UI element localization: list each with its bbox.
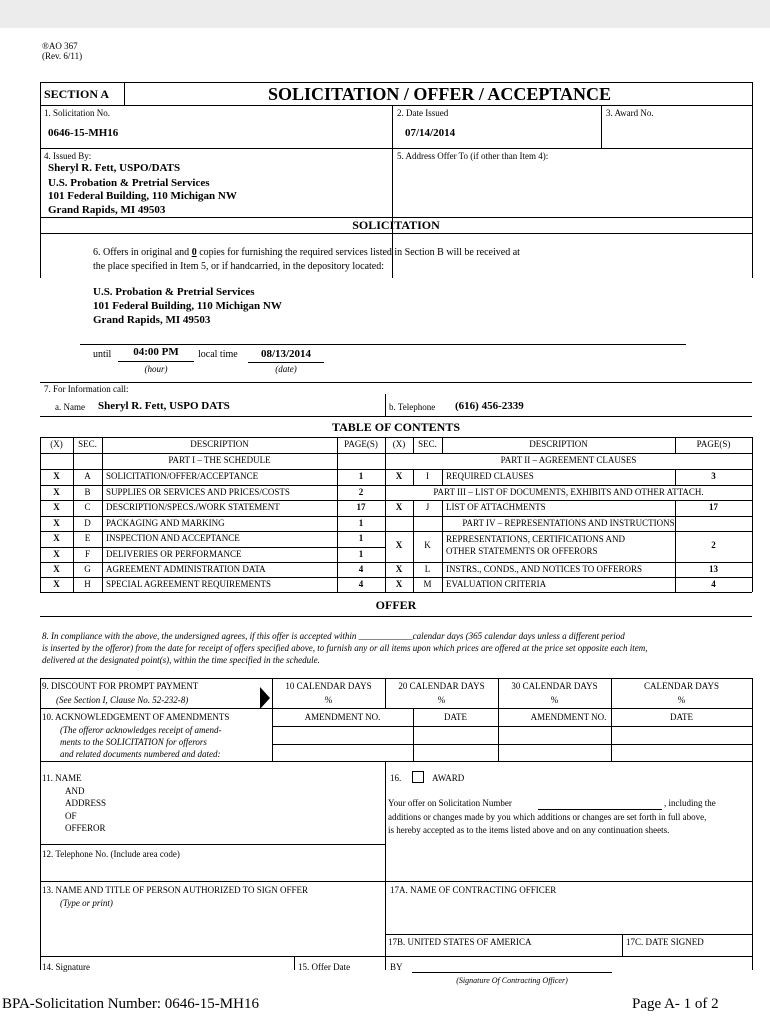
name-label-2: AND — [65, 786, 85, 796]
toc-row-f-desc: DELIVERIES OR PERFORMANCE — [106, 549, 242, 559]
toc-row-j-pages: 17 — [709, 502, 718, 512]
toc-row-d-x: X — [53, 518, 60, 528]
award-text-1a: Your offer on Solicitation Number — [388, 798, 512, 808]
discount-sub: (See Section I, Clause No. 52-232-8) — [56, 695, 189, 705]
toc-row-a-x: X — [53, 471, 60, 481]
date-issued-value: 07/14/2014 — [405, 127, 456, 139]
toc-row-b-pages: 2 — [358, 487, 364, 497]
toc-row-e-pages: 1 — [358, 533, 364, 543]
info-name-value: Sheryl R. Fett, USPO DATS — [98, 400, 230, 412]
page-footer — [0, 994, 770, 1024]
ack-sub-2: ments to the SOLICITATION for offerors — [60, 737, 207, 747]
contracting-officer-label: 17A. NAME OF CONTRACTING OFFICER — [390, 885, 557, 895]
phone-label: 12. Telephone No. (Include area code) — [42, 849, 180, 859]
toc-part2: PART II – AGREEMENT CLAUSES — [500, 455, 637, 465]
item6-line2: the place specified in Item 5, or if handcarried, in the depository located: — [93, 261, 385, 272]
toc-row-h-sec: H — [84, 579, 91, 589]
toc-row-g-sec: G — [84, 564, 91, 574]
discount-30-pct[interactable]: % — [550, 695, 559, 705]
toc-row-j-sec: J — [425, 502, 430, 512]
toc-row-a-pages: 1 — [358, 471, 364, 481]
toc-row-d-desc: PACKAGING AND MARKING — [106, 518, 225, 528]
deadline-date: 08/13/2014 — [260, 348, 312, 360]
toc-row-i-sec: I — [426, 471, 429, 481]
info-tel-label: b. Telephone — [389, 402, 436, 412]
form-revision: (Rev. 6/11) — [42, 51, 83, 61]
toc-row-d-sec: D — [84, 518, 91, 528]
toc-row-j-x: X — [395, 502, 403, 512]
item6-line1: 6. Offers in original and 0 copies for furnishing the required services listed in Section B will be received at — [93, 247, 520, 258]
toc-row-i-pages: 3 — [711, 471, 716, 481]
person-sub: (Type or print) — [60, 898, 113, 908]
form-title: SOLICITATION / OFFER / ACCEPTANCE — [268, 84, 612, 104]
toc-row-d-pages: 1 — [358, 518, 364, 528]
date-caption: (date) — [275, 364, 297, 374]
toc-col-x-right: (X) — [392, 439, 406, 449]
depository-line-1: U.S. Probation & Pretrial Services — [93, 286, 255, 298]
toc-col-pages: PAGE(S) — [344, 439, 378, 449]
until-label: until — [93, 349, 112, 360]
toc-row-l-desc: INSTRS., CONDS., AND NOTICES TO OFFERORS — [446, 564, 642, 574]
toc-row-f-sec: F — [84, 549, 90, 559]
toc-row-c-pages: 17 — [356, 502, 366, 512]
discount-20-pct[interactable]: % — [437, 695, 446, 705]
discount-other-days: CALENDAR DAYS — [644, 681, 719, 691]
discount-20-days: 20 CALENDAR DAYS — [398, 681, 485, 691]
signature-label: 14. Signature — [42, 962, 90, 972]
toc-row-c-desc: DESCRIPTION/SPECS./WORK STATEMENT — [106, 502, 280, 512]
offer-date-label: 15. Offer Date — [298, 962, 351, 972]
footer-page-number: Page A- 1 of 2 — [632, 996, 719, 1012]
discount-label: 9. DISCOUNT FOR PROMPT PAYMENT — [42, 681, 199, 691]
toc-row-m-desc: EVALUATION CRITERIA — [446, 579, 547, 589]
toc-row-k-pages: 2 — [711, 540, 716, 550]
ack-label: 10. ACKNOWLEDGEMENT OF AMENDMENTS — [42, 712, 230, 722]
local-time-label: local time — [198, 349, 238, 360]
amendment-no-header-2: AMENDMENT NO. — [530, 712, 607, 722]
solicitation-heading: SOLICITATION — [352, 218, 440, 232]
signature-caption: (Signature Of Contracting Officer) — [456, 976, 568, 985]
toc-row-h-pages: 4 — [358, 579, 364, 589]
toc-row-b-sec: B — [84, 487, 91, 497]
info-name-label: a. Name — [55, 402, 85, 412]
toc-row-e-desc: INSPECTION AND ACCEPTANCE — [106, 533, 240, 543]
toc-row-b-desc: SUPPLIES OR SERVICES AND PRICES/COSTS — [106, 487, 290, 497]
discount-10-pct[interactable]: % — [324, 695, 333, 705]
toc-row-m-pages: 4 — [711, 579, 716, 589]
toc-col-desc-right: DESCRIPTION — [529, 439, 588, 449]
toc-row-m-x: X — [395, 579, 403, 589]
award-text-2: additions or changes made by you which additions or changes are set forth in full above, — [388, 812, 707, 822]
info-call-label: 7. For Information call: — [44, 384, 129, 394]
solicitation-no-label: 1. Solicitation No. — [44, 108, 110, 118]
toc-row-g-pages: 4 — [358, 564, 364, 574]
issued-by-line-1: Sheryl R. Fett, USPO/DATS — [48, 162, 181, 174]
discount-30-days: 30 CALENDAR DAYS — [511, 681, 598, 691]
issued-by-label: 4. Issued By: — [44, 151, 92, 161]
footer-solicitation-number: BPA-Solicitation Number: 0646-15-MH16 — [2, 996, 259, 1012]
toc-row-c-x: X — [53, 502, 60, 512]
info-tel-value: (616) 456-2339 — [455, 400, 524, 412]
item8-line3: delivered at the designated point(s), within the time specified in the schedule. — [42, 655, 320, 665]
toc-row-j-desc: LIST OF ATTACHMENTS — [446, 502, 546, 512]
form-code: ®AO 367 — [42, 41, 78, 51]
item8-line2: is inserted by the offeror) from the date for receipt of offers specified above, to furnish any or all items upon which prices are offered at the price set opposite each item, — [42, 643, 648, 653]
amendment-date-header: DATE — [444, 712, 467, 722]
award-label: AWARD — [432, 773, 465, 783]
toc-row-i-desc: REQUIRED CLAUSES — [446, 471, 534, 481]
toc-col-sec-right: SEC. — [418, 439, 437, 449]
toc-row-g-desc: AGREEMENT ADMINISTRATION DATA — [106, 564, 266, 574]
toc-row-f-pages: 1 — [358, 549, 364, 559]
address-offer-label: 5. Address Offer To (if other than Item 4): — [397, 151, 549, 161]
toc-row-m-sec: M — [423, 579, 432, 589]
toc-col-pages-right: PAGE(S) — [696, 439, 731, 449]
toc-row-f-x: X — [53, 549, 60, 559]
name-label-5: OFFEROR — [65, 823, 106, 833]
toc-part3: PART III – LIST OF DOCUMENTS, EXHIBITS AND OTHER ATTACH. — [433, 487, 704, 497]
toc-row-k-sec: K — [424, 540, 431, 550]
amendment-date-header-2: DATE — [670, 712, 693, 722]
name-label-3: ADDRESS — [65, 798, 107, 808]
by-label: BY — [390, 962, 403, 972]
toc-col-desc: DESCRIPTION — [190, 439, 249, 449]
toc-part4: PART IV – REPRESENTATIONS AND INSTRUCTIONS — [462, 518, 675, 528]
usa-label: 17B. UNITED STATES OF AMERICA — [388, 937, 532, 947]
toc-row-k-x: X — [395, 540, 403, 550]
form-page — [0, 28, 770, 994]
toc-col-x: (X) — [50, 439, 63, 449]
discount-10-days: 10 CALENDAR DAYS — [285, 681, 372, 691]
deadline-hour: 04:00 PM — [133, 346, 179, 358]
name-label-4: OF — [65, 811, 77, 821]
toc-row-h-desc: SPECIAL AGREEMENT REQUIREMENTS — [106, 579, 272, 589]
toc-row-e-x: X — [53, 533, 60, 543]
award-text-1b: , including the — [664, 798, 716, 808]
toc-row-a-desc: SOLICITATION/OFFER/ACCEPTANCE — [106, 471, 259, 481]
toc-row-k-desc-2: OTHER STATEMENTS OR OFFERORS — [446, 546, 598, 556]
toc-row-i-x: X — [395, 471, 403, 481]
toc-row-b-x: X — [53, 487, 60, 497]
award-checkbox[interactable] — [412, 771, 424, 783]
depository-line-2: 101 Federal Building, 110 Michigan NW — [93, 300, 282, 312]
offer-heading: OFFER — [375, 598, 417, 612]
toc-row-c-sec: C — [84, 502, 91, 512]
award-no-label: 3. Award No. — [606, 108, 654, 118]
toc-row-l-x: X — [395, 564, 403, 574]
toc-part1: PART I – THE SCHEDULE — [168, 455, 271, 465]
toc-row-k-desc-1: REPRESENTATIONS, CERTIFICATIONS AND — [446, 534, 626, 544]
award-text-3: is hereby accepted as to the items listed above and on any continuation sheets. — [388, 825, 670, 835]
ack-sub-1: (The offeror acknowledges receipt of amend- — [60, 725, 222, 735]
issued-by-line-3: 101 Federal Building, 110 Michigan NW — [48, 190, 237, 202]
solicitation-no-value: 0646-15-MH16 — [48, 127, 119, 139]
toc-row-e-sec: E — [84, 533, 91, 543]
pointer-arrow-icon — [260, 687, 270, 709]
date-signed-label: 17C. DATE SIGNED — [626, 937, 704, 947]
toc-row-h-x: X — [53, 579, 60, 589]
toc-row-a-sec: A — [84, 471, 91, 481]
amendment-no-header: AMENDMENT NO. — [304, 712, 381, 722]
person-label: 13. NAME AND TITLE OF PERSON AUTHORIZED TO SIGN OFFER — [42, 885, 309, 895]
section-label: SECTION A — [44, 87, 110, 101]
award-number: 16. — [390, 773, 402, 783]
date-issued-label: 2. Date Issued — [397, 108, 449, 118]
hour-caption: (hour) — [144, 364, 168, 374]
item8-line1: 8. In compliance with the above, the undersigned agrees, if this offer is accepted within ____________calendar days (365 calendar days unless a different period — [42, 631, 625, 641]
depository-line-3: Grand Rapids, MI 49503 — [93, 314, 211, 326]
toc-row-g-x: X — [53, 564, 60, 574]
toc-row-l-sec: L — [424, 564, 431, 574]
issued-by-line-4: Grand Rapids, MI 49503 — [48, 204, 166, 216]
discount-other-pct[interactable]: % — [677, 695, 686, 705]
toc-col-sec: SEC. — [78, 439, 97, 449]
name-label-1: 11. NAME — [42, 773, 82, 783]
toc-heading: TABLE OF CONTENTS — [331, 420, 461, 434]
issued-by-line-2: U.S. Probation & Pretrial Services — [48, 177, 210, 189]
toc-row-l-pages: 13 — [709, 564, 718, 574]
ack-sub-3: and related documents numbered and dated: — [60, 749, 221, 759]
